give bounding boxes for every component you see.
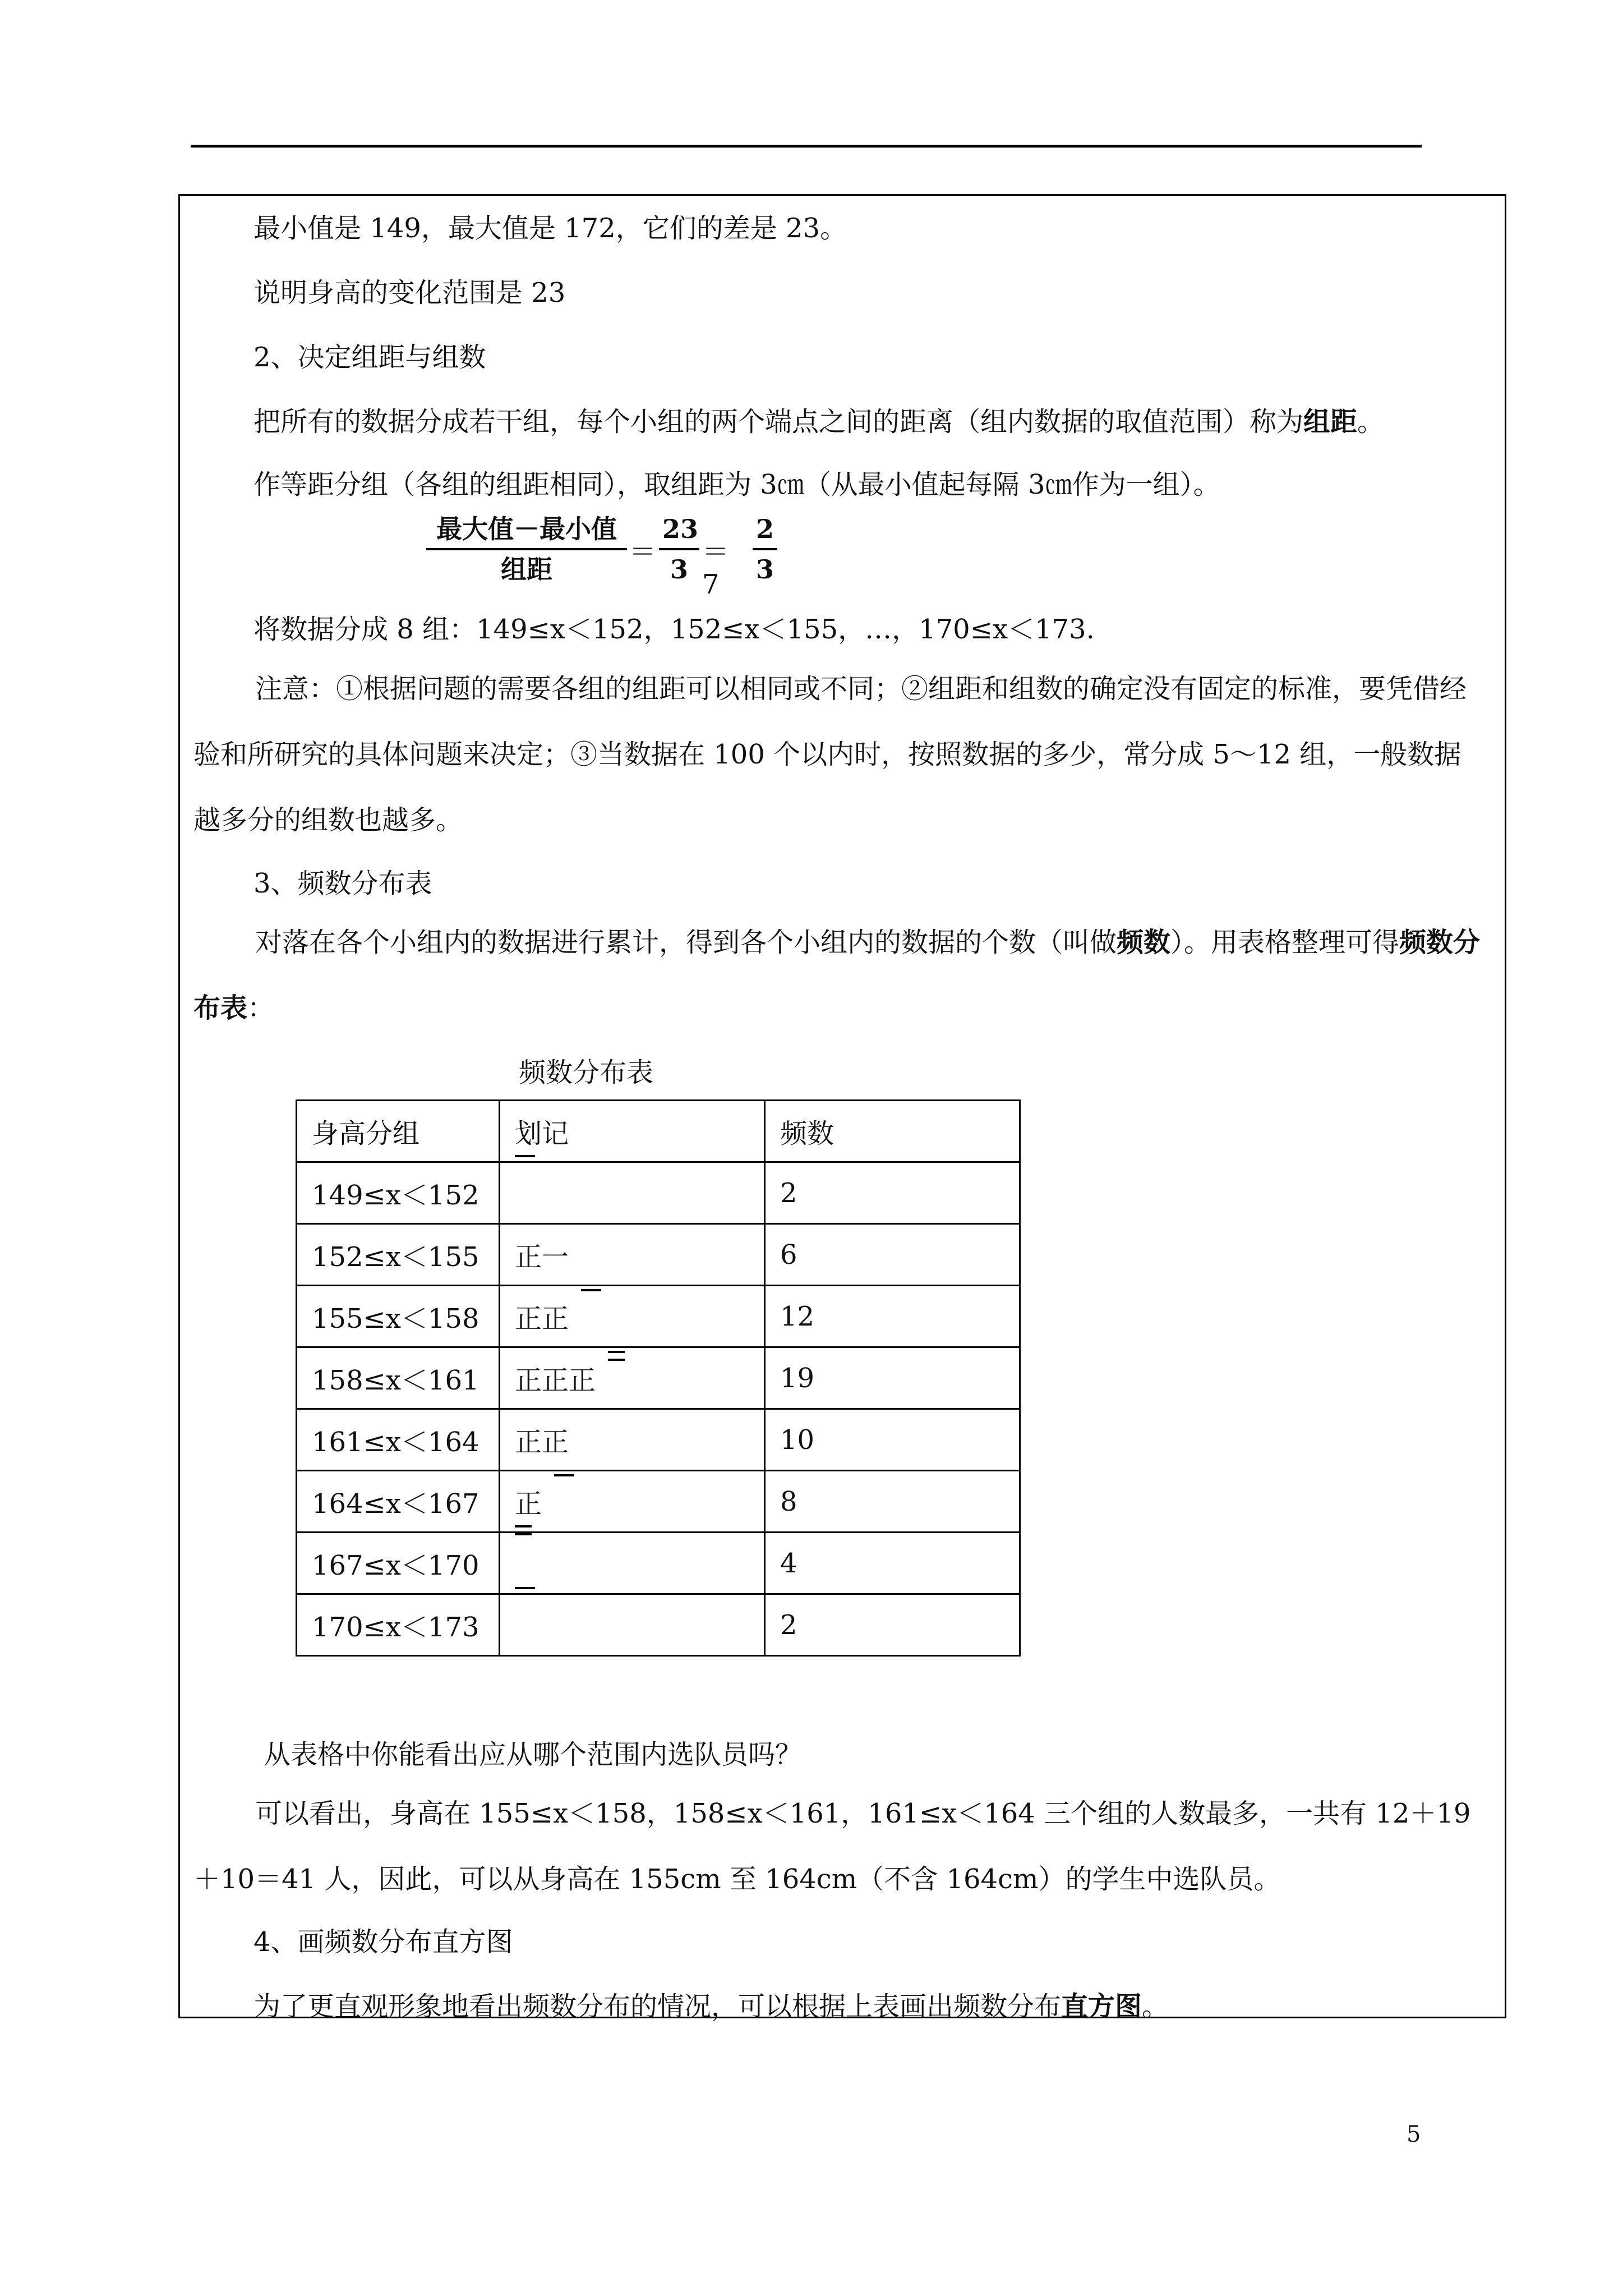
term-frequency: 频数 [1117, 927, 1171, 958]
section-2-heading: 2、决定组距与组数 [253, 342, 486, 373]
definition-end: 。 [1357, 406, 1385, 438]
tally-mark [515, 1155, 535, 1163]
count-cell: 12 [765, 1286, 1020, 1347]
table-header-row [297, 1101, 1020, 1162]
fraction-denominator: 3 [755, 554, 774, 585]
section-3-heading: 3、频数分布表 [253, 868, 432, 899]
table-row [297, 1471, 1020, 1533]
tally-cell [500, 1347, 765, 1409]
count-cell: 8 [765, 1471, 1020, 1533]
table-row [297, 1533, 1020, 1594]
table-row [297, 1347, 1020, 1409]
tally-mark [608, 1351, 625, 1366]
header-tally: 划记 [500, 1101, 765, 1162]
section-4-heading: 4、画频数分布直方图 [253, 1926, 513, 1958]
tally-mark [515, 1525, 532, 1541]
equal-grouping-line: 作等距分组（各组的组距相同），取组距为 3㎝（从最小值起每隔 3㎝作为一组）。 [253, 469, 1220, 500]
frequency-table [296, 1099, 1021, 1657]
tally-cell [500, 1224, 765, 1286]
range-line: 说明身高的变化范围是 23 [253, 277, 566, 309]
grouping-result-line: 将数据分成 8 组：149≤x＜152，152≤x＜155，…，170≤x＜173. [253, 614, 1095, 645]
fraction-denominator: 3 [670, 554, 688, 585]
group-cell: 161≤x＜164 [297, 1409, 500, 1471]
histogram-text-end: 。 [1142, 1991, 1169, 2022]
fraction-numerator: 最大值－最小值 [426, 513, 627, 550]
group-cell: 155≤x＜158 [297, 1286, 500, 1347]
header-group: 身高分组 [297, 1101, 500, 1162]
count-cell: 2 [765, 1594, 1020, 1656]
tally-mark [515, 1587, 535, 1595]
question-line: 从表格中你能看出应从哪个范围内选队员吗？ [264, 1739, 803, 1770]
term-group-width: 组距 [1303, 406, 1358, 438]
definition-text: 把所有的数据分成若干组，每个小组的两个端点之间的距离（组内数据的取值范围）称为 [253, 406, 1304, 438]
count-cell: 4 [765, 1533, 1020, 1594]
fraction-denominator: 组距 [501, 554, 552, 585]
table-row [297, 1162, 1020, 1224]
tally-cell [500, 1409, 765, 1471]
tally-text: 正一 [515, 1241, 569, 1273]
table-title: 频数分布表 [519, 1057, 654, 1088]
count-cell: 2 [765, 1162, 1020, 1224]
equals-seven: ＝7 [702, 536, 730, 600]
tally-cell [500, 1594, 765, 1656]
tally-cell [500, 1162, 765, 1224]
frequency-paragraph [193, 910, 1483, 1041]
fraction-23-over-3 [659, 513, 699, 586]
fraction-2-over-3 [753, 513, 777, 586]
count-cell: 10 [765, 1409, 1020, 1471]
frequency-text-2: ）。用表格整理可得 [1170, 927, 1400, 958]
equals-sign: ＝ [629, 536, 657, 568]
table-row [297, 1224, 1020, 1286]
fraction-numerator: 2 [753, 513, 777, 550]
term-frequency-table: 频数分布表 [193, 927, 1481, 1024]
group-cell: 167≤x＜170 [297, 1533, 500, 1594]
tally-text: 正正 [515, 1303, 569, 1335]
count-cell: 19 [765, 1347, 1020, 1409]
frequency-text: 对落在各个小组内的数据进行累计，得到各个小组内的数据的个数（叫做 [255, 927, 1117, 958]
tally-text: 正正 [515, 1427, 569, 1458]
tally-text: 正 [515, 1488, 542, 1520]
answer-paragraph: 可以看出，身高在 155≤x＜158，158≤x＜161，161≤x＜164 三个组的人数最多，一共有 12＋19＋10＝41 人，因此，可以从身高在 155cm 至 164cm（不含 164cm）的学生中选队员。 [193, 1798, 1471, 1895]
table-row [297, 1594, 1020, 1656]
histogram-text: 为了更直观形象地看出频数分布的情况，可以根据上表画出频数分布 [253, 1991, 1062, 2022]
count-cell: 6 [765, 1224, 1020, 1286]
group-cell: 149≤x＜152 [297, 1162, 500, 1224]
note-paragraph: 注意：①根据问题的需要各组的组距可以相同或不同；②组距和组数的确定没有固定的标准，要凭借经验和所研究的具体问题来决定；③当数据在 100 个以内时，按照数据的多少，常分成 5～12 组，一般数据越多分的组数也越多。 [193, 673, 1467, 836]
group-cell: 170≤x＜173 [297, 1594, 500, 1656]
header-count: 频数 [765, 1101, 1020, 1162]
page-number: 5 [1407, 2122, 1421, 2147]
tally-cell [500, 1471, 765, 1533]
fraction-range-over-width [426, 513, 627, 586]
tally-text: 正正正 [515, 1365, 596, 1396]
tally-cell [500, 1286, 765, 1347]
table-row [297, 1409, 1020, 1471]
min-max-line: 最小值是 149，最大值是 172，它们的差是 23。 [253, 213, 847, 244]
group-width-definition [253, 404, 1384, 440]
group-cell: 152≤x＜155 [297, 1224, 500, 1286]
header-rule [191, 145, 1422, 148]
tally-cell [500, 1533, 765, 1594]
table-row [297, 1286, 1020, 1347]
group-cell: 158≤x＜161 [297, 1347, 500, 1409]
histogram-line [253, 1989, 1169, 2024]
term-histogram: 直方图 [1061, 1991, 1142, 2022]
frequency-text-end: ： [247, 992, 275, 1024]
group-cell: 164≤x＜167 [297, 1471, 500, 1533]
tally-mark [581, 1289, 601, 1297]
fraction-numerator: 23 [659, 513, 699, 550]
tally-mark [554, 1474, 574, 1482]
